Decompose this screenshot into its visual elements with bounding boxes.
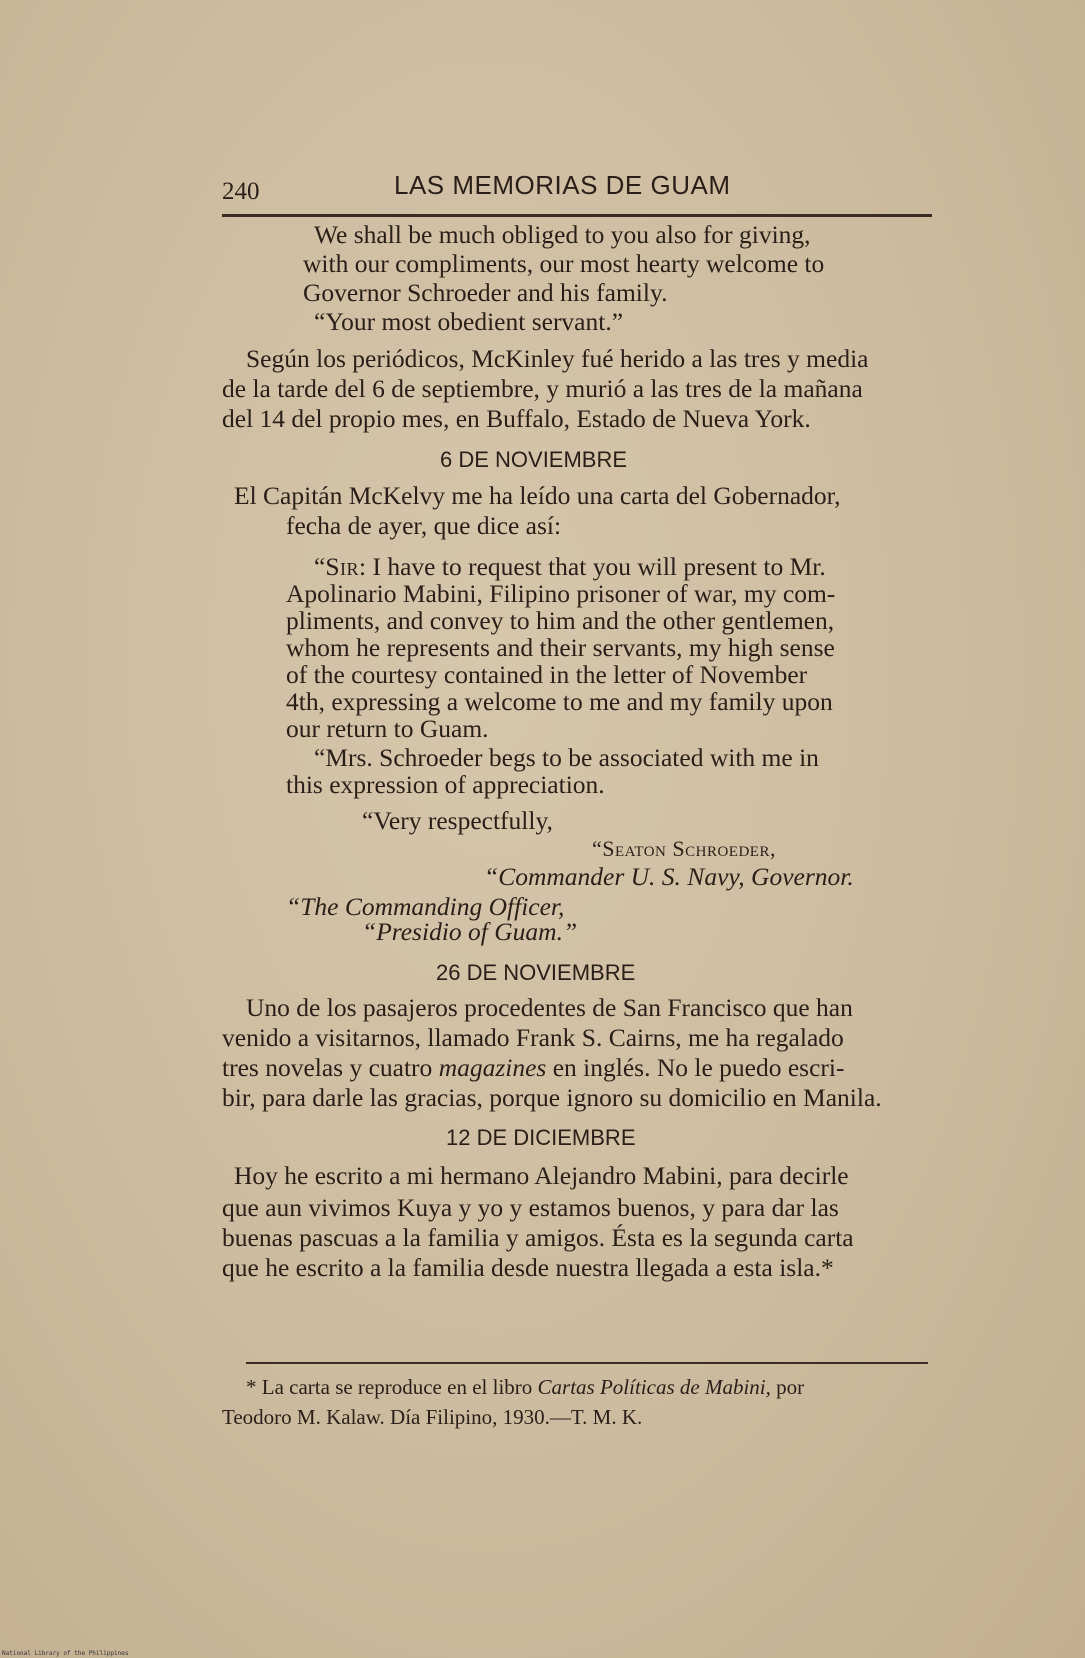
footnote-line: Teodoro M. Kalaw. Día Filipino, 1930.—T. M. K. bbox=[222, 1405, 643, 1429]
letter-closing: “Very respectfully, bbox=[362, 806, 553, 835]
letter-line: with our compliments, our most hearty welcome to bbox=[303, 249, 825, 278]
letter-line: this expression of appreciation. bbox=[286, 770, 605, 799]
running-title: LAS MEMORIAS DE GUAM bbox=[394, 170, 731, 200]
section-heading: 12 DE DICIEMBRE bbox=[446, 1125, 636, 1150]
paragraph-line: de la tarde del 6 de septiembre, y murió a las tres de la mañana bbox=[222, 374, 863, 403]
italic-word: magazines bbox=[438, 1053, 547, 1082]
letter-line: “Sir: I have to request that you will present to Mr. bbox=[314, 552, 826, 581]
paragraph-line: Uno de los pasajeros procedentes de San Francisco que han bbox=[246, 993, 853, 1022]
letter-line: “Mrs. Schroeder begs to be associated with me in bbox=[314, 743, 819, 772]
paragraph-line: que aun vivimos Kuya y yo y estamos buenos, y para dar las bbox=[222, 1193, 839, 1222]
letter-signoff: “Your most obedient servant.” bbox=[314, 307, 624, 336]
letter-text: I have to request that you will present to Mr. bbox=[372, 552, 826, 581]
paragraph-line: venido a visitarnos, llamado Frank S. Cairns, me ha regalado bbox=[222, 1023, 844, 1052]
addressee-text: The Commanding Officer, bbox=[300, 892, 565, 921]
text-run: tres novelas y cuatro bbox=[222, 1053, 433, 1082]
letter-line: We shall be much obliged to you also for giving, bbox=[314, 220, 811, 249]
letter-line: Apolinario Mabini, Filipino prisoner of war, my com- bbox=[286, 579, 836, 608]
paragraph-line: que he escrito a la familia desde nuestra llegada a esta isla.* bbox=[222, 1253, 834, 1282]
section-heading: 26 DE NOVIEMBRE bbox=[436, 960, 636, 985]
text-run: en inglés. No le puedo escri- bbox=[552, 1053, 845, 1082]
letter-line: 4th, expressing a welcome to me and my family upon bbox=[286, 687, 833, 716]
footnote-text: La carta se reproduce en el libro bbox=[261, 1375, 533, 1399]
signature-name: Seaton Schroeder, bbox=[602, 836, 776, 861]
letter-line: pliments, and convey to him and the other gentlemen, bbox=[286, 606, 835, 635]
paragraph-line bbox=[222, 1052, 844, 1083]
paragraph-line: Según los periódicos, McKinley fué herido a las tres y media bbox=[246, 344, 869, 373]
letter-line: Governor Schroeder and his family. bbox=[303, 278, 668, 307]
paragraph-line: fecha de ayer, que dice así: bbox=[286, 511, 562, 540]
addressee: “The Commanding Officer, bbox=[286, 892, 565, 921]
addressee: “Presidio of Guam.” bbox=[362, 917, 578, 946]
signature-title-text: Commander U. S. Navy, Governor. bbox=[498, 862, 854, 891]
signature: “Seaton Schroeder, bbox=[592, 836, 776, 861]
salutation: Sir bbox=[325, 552, 360, 581]
letter-line: of the courtesy contained in the letter of November bbox=[286, 660, 808, 689]
paragraph-line: del 14 del propio mes, en Buffalo, Estado de Nueva York. bbox=[222, 404, 811, 433]
footnote-line: * La carta se reproduce en el libro Cartas Políticas de Mabini, por bbox=[246, 1375, 805, 1399]
signature-title: “Commander U. S. Navy, Governor. bbox=[484, 862, 854, 891]
addressee-text: Presidio of Guam. bbox=[376, 917, 563, 946]
paragraph-line: El Capitán McKelvy me ha leído una carta del Gobernador, bbox=[234, 481, 841, 510]
letter-line: our return to Guam. bbox=[286, 714, 489, 743]
page-header bbox=[222, 170, 932, 206]
footnote-book-title: Cartas Políticas de Mabini, bbox=[537, 1375, 771, 1399]
section-heading: 6 DE NOVIEMBRE bbox=[440, 447, 628, 472]
paragraph-line: bir, para darle las gracias, porque ignoro su domicilio en Manila. bbox=[222, 1083, 882, 1112]
paragraph-line: Hoy he escrito a mi hermano Alejandro Mabini, para decirle bbox=[234, 1161, 849, 1190]
header-rule bbox=[222, 214, 932, 217]
library-stamp: National Library of the Philippines bbox=[2, 1650, 129, 1657]
paragraph-line: buenas pascuas a la familia y amigos. Ésta es la segunda carta bbox=[222, 1223, 854, 1252]
footnote-text: por bbox=[776, 1375, 805, 1399]
letter-line: whom he represents and their servants, my high sense bbox=[286, 633, 835, 662]
footnote-rule bbox=[246, 1362, 928, 1364]
page-number: 240 bbox=[222, 178, 260, 205]
